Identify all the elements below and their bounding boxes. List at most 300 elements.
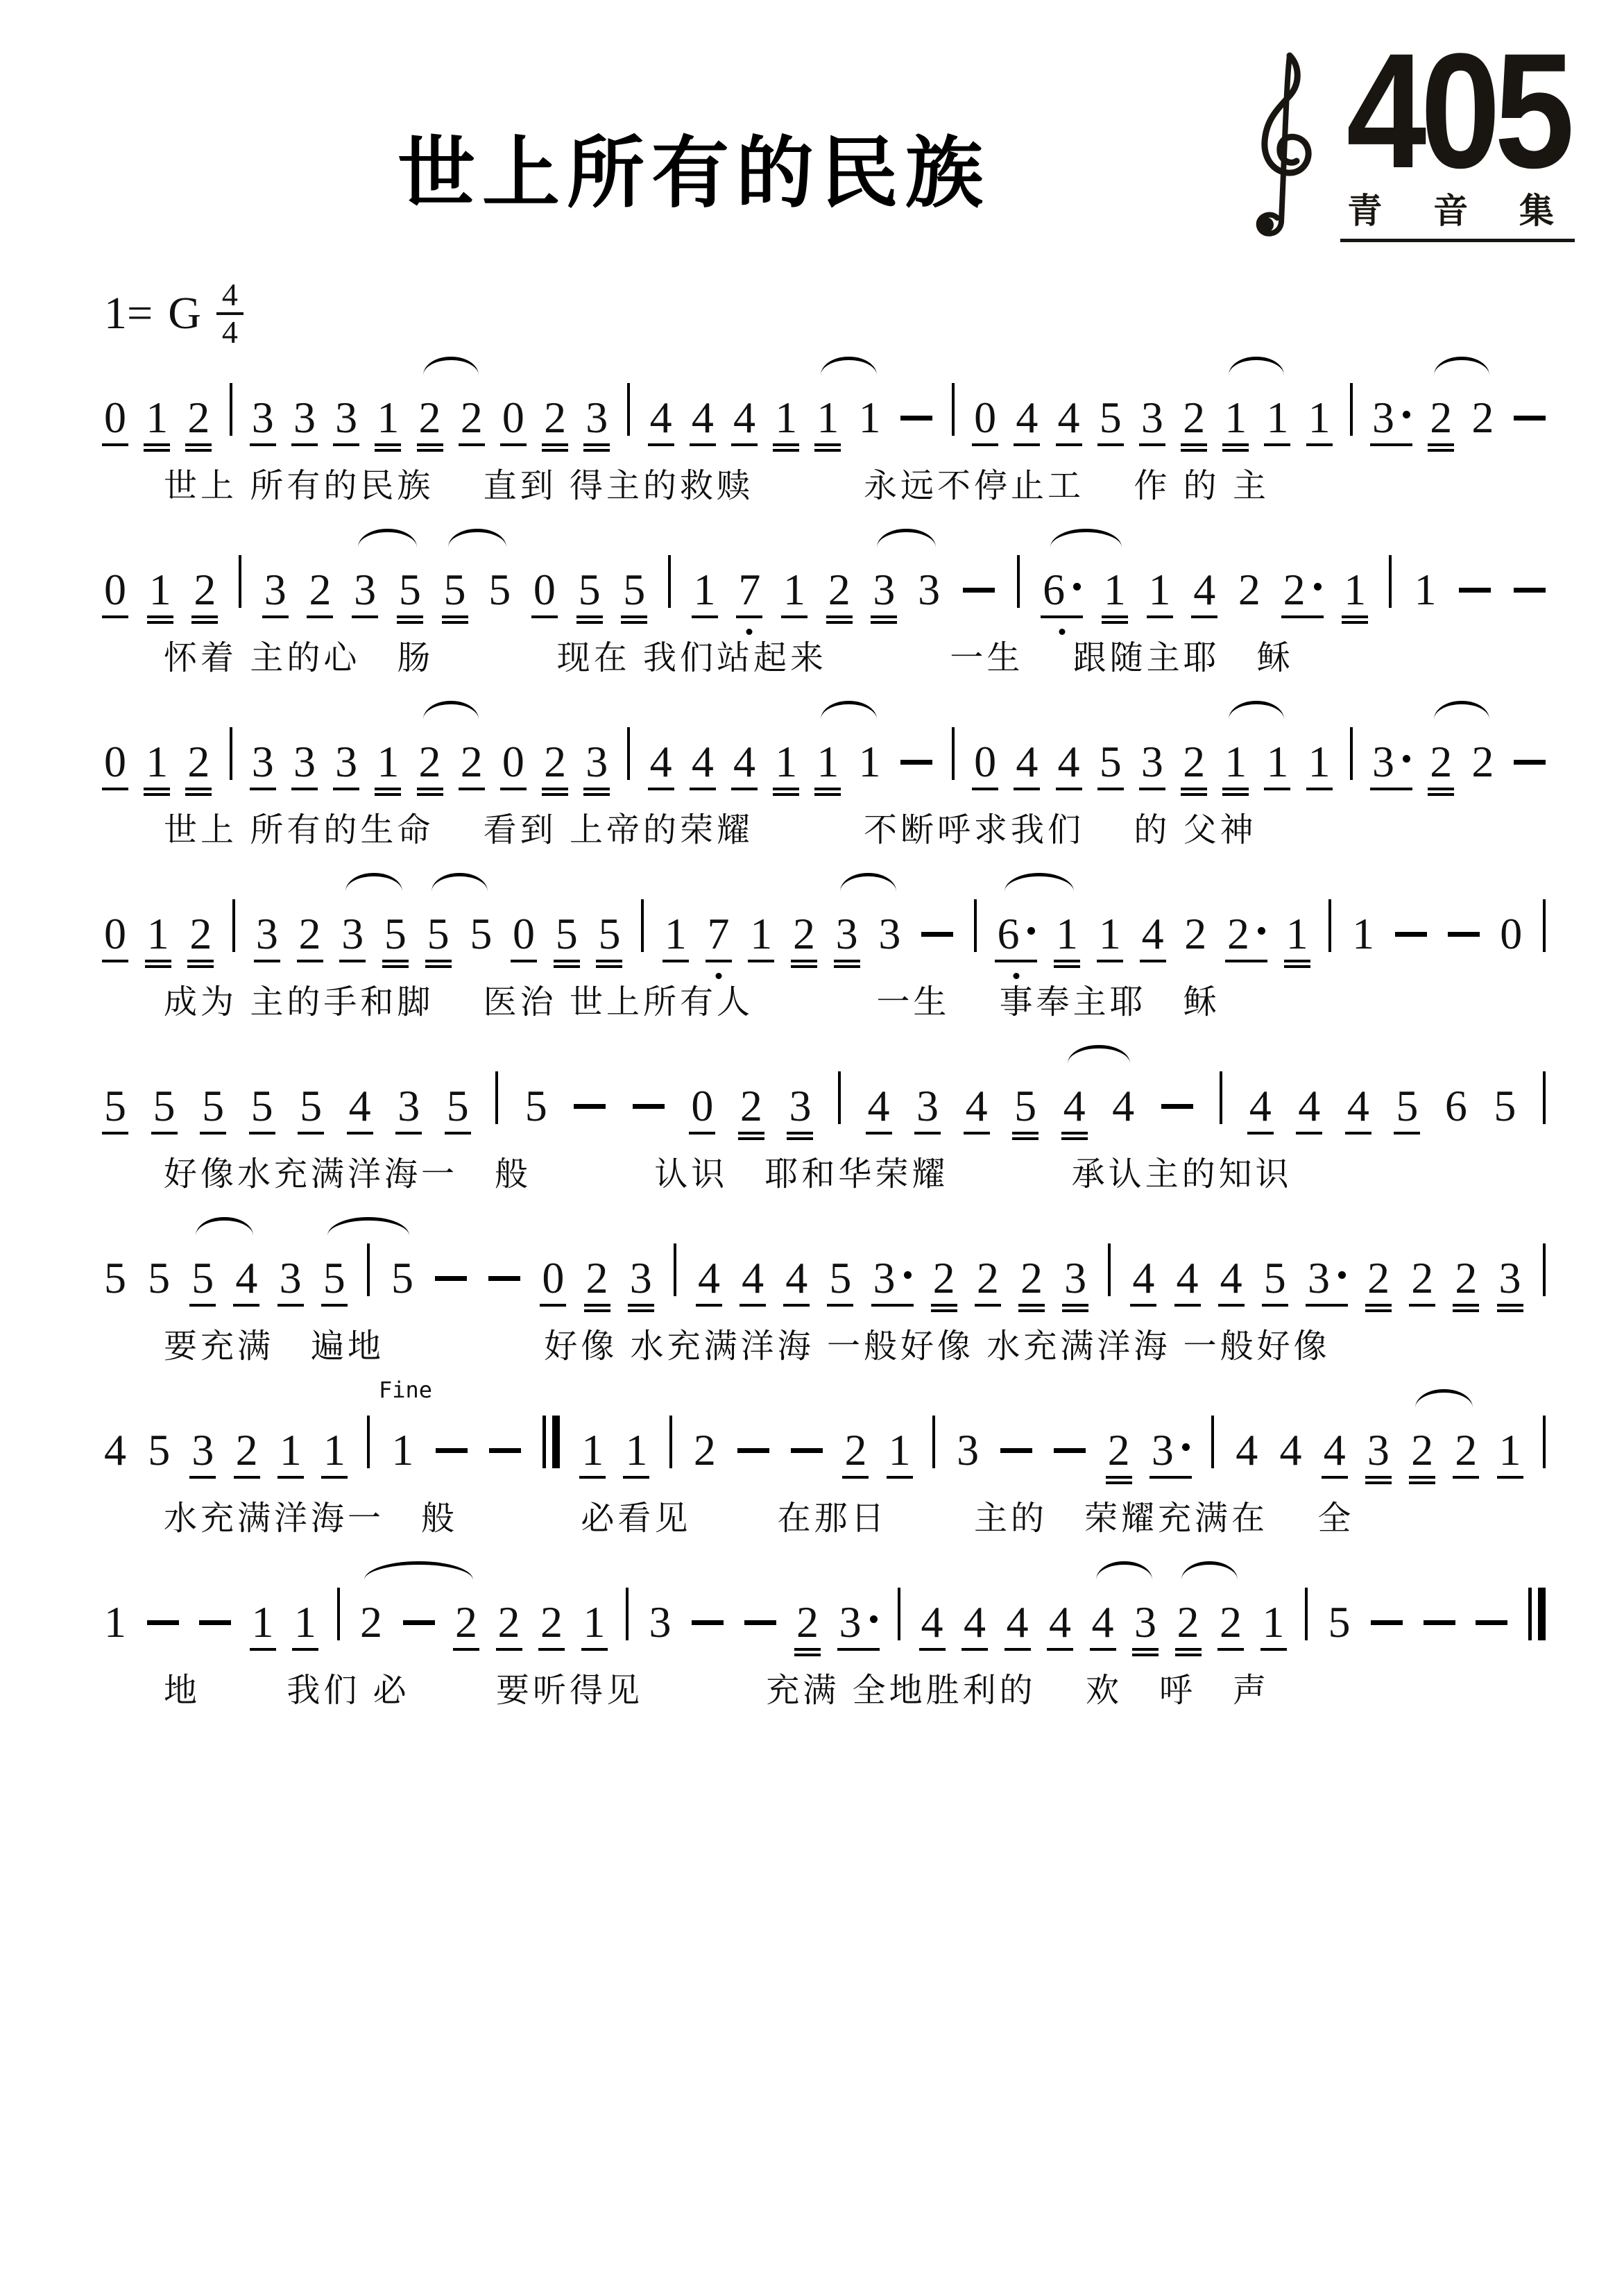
note-token [789,1081,812,1130]
note-token [460,737,483,786]
note-digit: 4 [1049,1597,1071,1647]
note-token [202,1081,225,1130]
dash [692,1620,724,1625]
note-digit: 1 [664,909,687,958]
note-digit: 4 [1112,1081,1135,1130]
note-digit: 2 [418,737,441,786]
note-digit: 5 [1099,393,1122,442]
note-token [1112,1081,1135,1130]
note-digit: 6 [997,909,1020,958]
dot-after [1258,927,1265,935]
tie-arc [448,529,506,547]
dash [1514,588,1546,593]
note-token [1298,1081,1321,1130]
tie-arc [364,1561,472,1580]
note-digit: 1 [625,1425,648,1475]
note-token [427,909,450,958]
note-digit: 5 [104,1253,126,1302]
note-digit: 1 [750,909,773,958]
note-digit: 0 [533,565,556,614]
barline [337,1588,340,1640]
note-digit: 3 [586,393,608,442]
note-digit: 0 [502,393,524,442]
note-digit: 1 [888,1425,911,1475]
note-digit: 4 [1279,1425,1302,1475]
note-digit: 3 [251,737,274,786]
note-digit: 4 [1063,1081,1086,1130]
note-digit: 5 [104,1081,126,1130]
note-token [796,1597,819,1647]
note-token [418,393,441,442]
note-token [1049,1597,1071,1647]
barline [668,555,671,608]
note-digit: 1 [1498,1425,1521,1475]
barline [367,1416,370,1468]
note-digit: 2 [194,565,216,614]
note-digit: 1 [377,737,400,786]
music-line [104,1556,1546,1711]
tie-arc [1229,357,1283,375]
note-token [146,393,169,442]
music-line [104,867,1546,1023]
note-digit: 0 [974,737,997,786]
dot-after [904,1271,912,1279]
note-token [104,1425,126,1475]
note-token [873,565,896,614]
note-digit: 1 [279,1425,302,1475]
note-digit: 5 [446,1081,469,1130]
note-token [586,1253,608,1302]
notes-row [104,1377,1546,1499]
note-token [1262,1597,1285,1647]
note-digit: 5 [1099,737,1122,786]
dot-after [1182,1443,1190,1451]
note-token [1328,1597,1351,1647]
note-token [298,909,321,958]
note-digit: 4 [104,1425,126,1475]
note-digit: 0 [104,909,126,958]
note-digit: 1 [146,909,169,958]
note-token [251,393,274,442]
note-digit: 4 [1323,1425,1346,1475]
note-token [1141,909,1164,958]
note-token [974,737,997,786]
note-digit: 1 [1414,565,1437,614]
note-digit: 1 [817,737,839,786]
barline [1328,899,1331,952]
note-token [835,909,858,958]
note-token [187,737,210,786]
note-digit: 3 [341,909,364,958]
dash [791,1448,823,1453]
logo-number: 405 [1347,19,1569,203]
note-token [1238,565,1260,614]
note-token [533,565,556,614]
barline [626,1588,629,1640]
note-digit: 1 [775,737,798,786]
note-digit: 2 [844,1425,867,1475]
note-digit: 3 [255,909,278,958]
note-digit: 5 [391,1253,413,1302]
final-barline [1528,1588,1546,1640]
note-token [1344,565,1367,614]
note-digit: 4 [1176,1253,1199,1302]
note-digit: 5 [191,1253,214,1302]
note-digit: 3 [335,737,358,786]
music-line [104,351,1546,507]
note-token [104,909,126,958]
note-digit: 2 [1107,1425,1130,1475]
note-token [1057,737,1080,786]
note-token [1471,737,1494,786]
note-token [783,565,805,614]
note-token [1098,909,1121,958]
note-token [187,393,210,442]
note-token [104,737,126,786]
barline [674,1243,676,1296]
note-token [691,737,714,786]
note-digit: 1 [294,1597,316,1647]
note-token [1183,393,1206,442]
note-token [542,1253,565,1302]
music-line [104,695,1546,851]
note-token [377,737,400,786]
note-digit: 1 [858,737,881,786]
note-token [1220,1597,1242,1647]
note-token [1176,1253,1199,1302]
note-token [581,1425,604,1475]
note-token [1099,393,1122,442]
note-token [1016,737,1038,786]
note-token [544,393,567,442]
note-digit: 2 [1411,1425,1434,1475]
barline [952,383,955,436]
note-token [455,1597,477,1647]
octave-dot-below [1013,973,1019,979]
note-token [1103,565,1126,614]
barline [898,1588,900,1640]
note-digit: 2 [1430,737,1453,786]
tie-arc [840,873,896,892]
note-digit: 1 [817,393,839,442]
note-digit: 5 [1014,1081,1037,1130]
note-digit: 4 [785,1253,808,1302]
note-digit: 2 [1177,1597,1199,1647]
note-digit: 7 [707,909,730,958]
note-token [104,1253,126,1302]
tie-arc [1415,1389,1472,1408]
note-token [1183,737,1206,786]
note-token [153,1081,176,1130]
note-digit: 3 [918,565,941,614]
note-digit: 2 [586,1253,608,1302]
note-token [1308,737,1331,786]
note-token [1249,1081,1272,1130]
note-token [921,1597,943,1647]
note-digit: 2 [189,909,212,958]
note-token [1236,1425,1258,1475]
note-digit: 2 [1184,909,1207,958]
note-digit: 5 [323,1253,345,1302]
key-prefix: 1= [104,288,153,339]
dash [1459,588,1491,593]
note-digit: 2 [1411,1253,1434,1302]
notes-row [104,695,1546,810]
note-token [251,737,274,786]
note-digit: 5 [1328,1597,1351,1647]
note-token [309,565,332,614]
dash [1448,932,1480,937]
note-digit: 1 [783,565,805,614]
note-digit: 1 [377,393,400,442]
note-token [1263,1253,1286,1302]
dash [1371,1620,1403,1625]
dash [1054,1448,1086,1453]
note-digit: 5 [1494,1081,1516,1130]
note-digit: 4 [1006,1597,1029,1647]
note-digit: 5 [598,909,621,958]
note-token [1266,737,1289,786]
note-token [1444,1081,1467,1130]
note-digit: 1 [146,737,169,786]
barline [932,1416,935,1468]
note-digit: 2 [1455,1253,1478,1302]
note-digit: 1 [583,1597,606,1647]
notes-row [104,1039,1546,1155]
barline [239,555,241,608]
note-token [1140,393,1163,442]
note-digit: 5 [300,1081,323,1130]
note-token [1471,393,1494,442]
note-digit: 4 [1016,393,1038,442]
note-digit: 0 [513,909,536,958]
note-token [146,737,169,786]
barline [367,1243,370,1296]
final-bar-thin [1528,1588,1532,1640]
note-digit: 4 [733,737,755,786]
barline [1350,383,1353,436]
lyrics-line: 怀着 主的心 肠 现在 我们站起来 一生 跟随主耶 稣 [164,640,1294,677]
note-token [1016,393,1038,442]
note-token [691,1081,714,1130]
note-digit: 5 [148,1253,171,1302]
dash [1161,1104,1193,1109]
note-token [965,1081,988,1130]
note-token [693,565,716,614]
note-token [255,909,278,958]
note-token [348,1081,371,1130]
note-digit: 3 [1064,1253,1087,1302]
note-digit: 2 [1471,737,1494,786]
note-token [104,393,126,442]
note-token [1014,1081,1037,1130]
note-digit: 2 [544,737,567,786]
dash [489,1448,521,1453]
note-digit: 3 [191,1425,214,1475]
dash [1395,932,1427,937]
note-token [1372,393,1410,442]
note-digit: 3 [873,1253,896,1302]
note-token [867,1081,890,1130]
dot-after [1403,755,1410,763]
note-digit: 4 [742,1253,764,1302]
note-token [750,909,773,958]
note-token [586,737,608,786]
dash [403,1620,435,1625]
note-token [997,909,1035,958]
lyrics-line: 世上 所有的民族 直到 得主的救赎 永远不停止工 作 的 主 [164,468,1270,504]
note-digit: 3 [839,1597,862,1647]
note-digit: 1 [1224,737,1247,786]
note-digit: 4 [649,737,672,786]
tie-arc [345,873,402,892]
note-token [1043,565,1081,614]
lyrics-line: 成为 主的手和脚 医治 世上所有人 一生 事奉主耶 稣 [164,984,1220,1021]
lyrics-line: 水充满洋海一 般 必看见 在那日 主的 荣耀充满在 全 [164,1500,1355,1537]
note-digit: 4 [691,737,714,786]
music-lines [104,351,1546,1728]
note-digit: 4 [1132,1253,1155,1302]
note-token [148,565,171,614]
note-digit: 4 [1298,1081,1321,1130]
barline [627,727,630,780]
note-digit: 4 [965,1081,988,1130]
note-token [742,1253,764,1302]
note-token [1063,1081,1086,1130]
note-digit: 3 [1140,393,1163,442]
note-token [1140,737,1163,786]
music-line [104,523,1546,679]
barline [974,899,977,952]
note-token [1396,1081,1419,1130]
note-token [354,565,377,614]
note-token [625,1425,648,1475]
note-token [377,393,400,442]
note-token [976,1253,999,1302]
note-digit: 2 [455,1597,477,1647]
dash [633,1104,665,1109]
note-token [1057,393,1080,442]
barline [1350,727,1353,780]
note-token [104,1597,126,1647]
note-digit: 1 [1103,565,1126,614]
note-digit: 2 [460,393,483,442]
note-digit: 2 [1283,565,1306,614]
note-token [1064,1253,1087,1302]
tie-arc [1181,1561,1237,1580]
note-token [918,565,941,614]
tie-arc [423,701,478,720]
note-digit: 5 [427,909,450,958]
note-digit: 5 [578,565,601,614]
note-digit: 0 [104,737,126,786]
note-token [839,1597,878,1647]
barline [495,1071,498,1124]
lyrics-line: 世上 所有的生命 看到 上帝的荣耀 不断呼求我们 的 父神 [164,812,1257,849]
note-token [817,737,839,786]
final-bar-thick [1538,1588,1546,1640]
dash [147,1620,179,1625]
note-token [235,1253,258,1302]
final-bar-thick [552,1416,560,1468]
note-token [1020,1253,1043,1302]
note-digit: 3 [957,1425,980,1475]
note-token [1323,1425,1346,1475]
octave-dot-below [746,629,753,635]
note-digit: 4 [921,1597,943,1647]
note-digit: 3 [629,1253,652,1302]
note-token [1132,1253,1155,1302]
note-digit: 5 [398,565,421,614]
note-digit: 2 [360,1597,382,1647]
note-token [873,1253,912,1302]
note-token [104,1081,126,1130]
note-token [555,909,578,958]
note-digit: 1 [1148,565,1171,614]
note-digit: 5 [488,565,511,614]
fine-label: Fine [379,1377,433,1403]
barline [627,383,630,436]
note-token [578,565,601,614]
note-token [1184,909,1207,958]
note-digit: 2 [1367,1253,1390,1302]
dot-after [1314,583,1322,591]
note-token [1307,1253,1346,1302]
note-digit: 2 [187,737,210,786]
note-digit: 3 [835,909,858,958]
note-digit: 1 [146,393,169,442]
note-token [235,1425,258,1475]
note-digit: 0 [1500,909,1523,958]
dash [435,1276,467,1281]
notes-row [104,351,1546,466]
note-token [964,1597,986,1647]
note-token [293,737,316,786]
dash [900,416,932,420]
note-digit: 4 [1057,393,1080,442]
dash [744,1620,776,1625]
note-digit: 3 [1498,1253,1521,1302]
note-token [733,393,755,442]
barline [1305,1588,1308,1640]
note-token [888,1425,911,1475]
note-token [583,1597,606,1647]
note-digit: 4 [1249,1081,1272,1130]
note-token [460,393,483,442]
note-digit: 2 [497,1597,520,1647]
note-digit: 5 [384,909,407,958]
note-digit: 3 [1151,1425,1174,1475]
note-digit: 2 [187,393,210,442]
barline [1220,1071,1222,1124]
tie-arc [1050,529,1122,547]
note-token [740,1081,762,1130]
note-token [300,1081,323,1130]
note-digit: 4 [1016,737,1038,786]
note-digit: 1 [775,393,798,442]
note-token [697,1253,720,1302]
note-token [1148,565,1171,614]
barline [232,899,235,952]
dot-after [1338,1271,1346,1279]
note-token [829,1253,852,1302]
note-digit: 2 [1238,565,1260,614]
note-token [446,1081,469,1130]
note-digit: 1 [1098,909,1121,958]
note-token [1266,393,1289,442]
barline [669,1416,672,1468]
note-digit: 2 [796,1597,819,1647]
